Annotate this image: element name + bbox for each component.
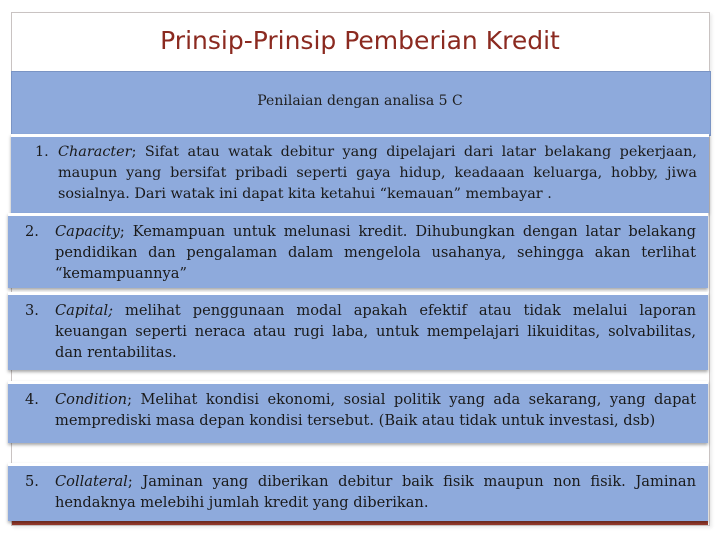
item-label: Character	[58, 144, 132, 160]
item-label: Condition	[55, 391, 128, 408]
item-text: ; Jaminan yang diberikan debitur baik fisik maupun non fisik. Jaminan hendaknya melebihi jumlah kredit yang diberikan.	[55, 473, 696, 511]
slide-title: Prinsip-Prinsip Pemberian Kredit	[160, 26, 560, 55]
item-text: ; Kemampuan untuk melunasi kredit. Dihubungkan dengan latar belakang pendidikan dan pengalaman dalam mengelola usahanya, sehingga akan terlihat “kemampuannya”	[55, 223, 696, 282]
item-text: melihat penggunaan modal apakah efektif atau tidak melalui laporan keuangan seperti neraca atau rugi laba, untuk mempelajari likuiditas, solvabilitas, dan rentabilitas.	[55, 302, 696, 361]
item-number: 3.	[25, 302, 39, 319]
slide-subtitle: Penilaian dengan analisa 5 C	[257, 93, 463, 109]
item-number: 5.	[25, 473, 39, 490]
list-item-collateral	[8, 463, 708, 521]
item-label: Capital;	[55, 302, 114, 319]
item-label: Capacity	[55, 223, 120, 240]
item-number: 2.	[25, 223, 39, 240]
list-item-condition	[8, 381, 708, 443]
list-item-capital	[8, 292, 708, 370]
item-text: ; Melihat kondisi ekonomi, sosial politik yang ada sekarang, yang dapat memprediski masa depan kondisi tersebut. (Baik atau tidak untuk investasi, dsb)	[55, 391, 696, 429]
item-text: ; Sifat atau watak debitur yang dipelajari dari latar belakang pekerjaan, maupun yang bersifat pribadi seperti gaya hidup, keadaaan keluarga, hobby, jiwa sosialnya. Dari watak ini dapat kita ketahui “kemauan” membayar .	[58, 144, 697, 202]
item-number: 1.	[35, 144, 49, 160]
list-item-character	[11, 134, 709, 213]
list-item-capacity	[8, 213, 708, 288]
item-label: Collateral	[55, 473, 128, 490]
item-number: 4.	[25, 391, 39, 408]
